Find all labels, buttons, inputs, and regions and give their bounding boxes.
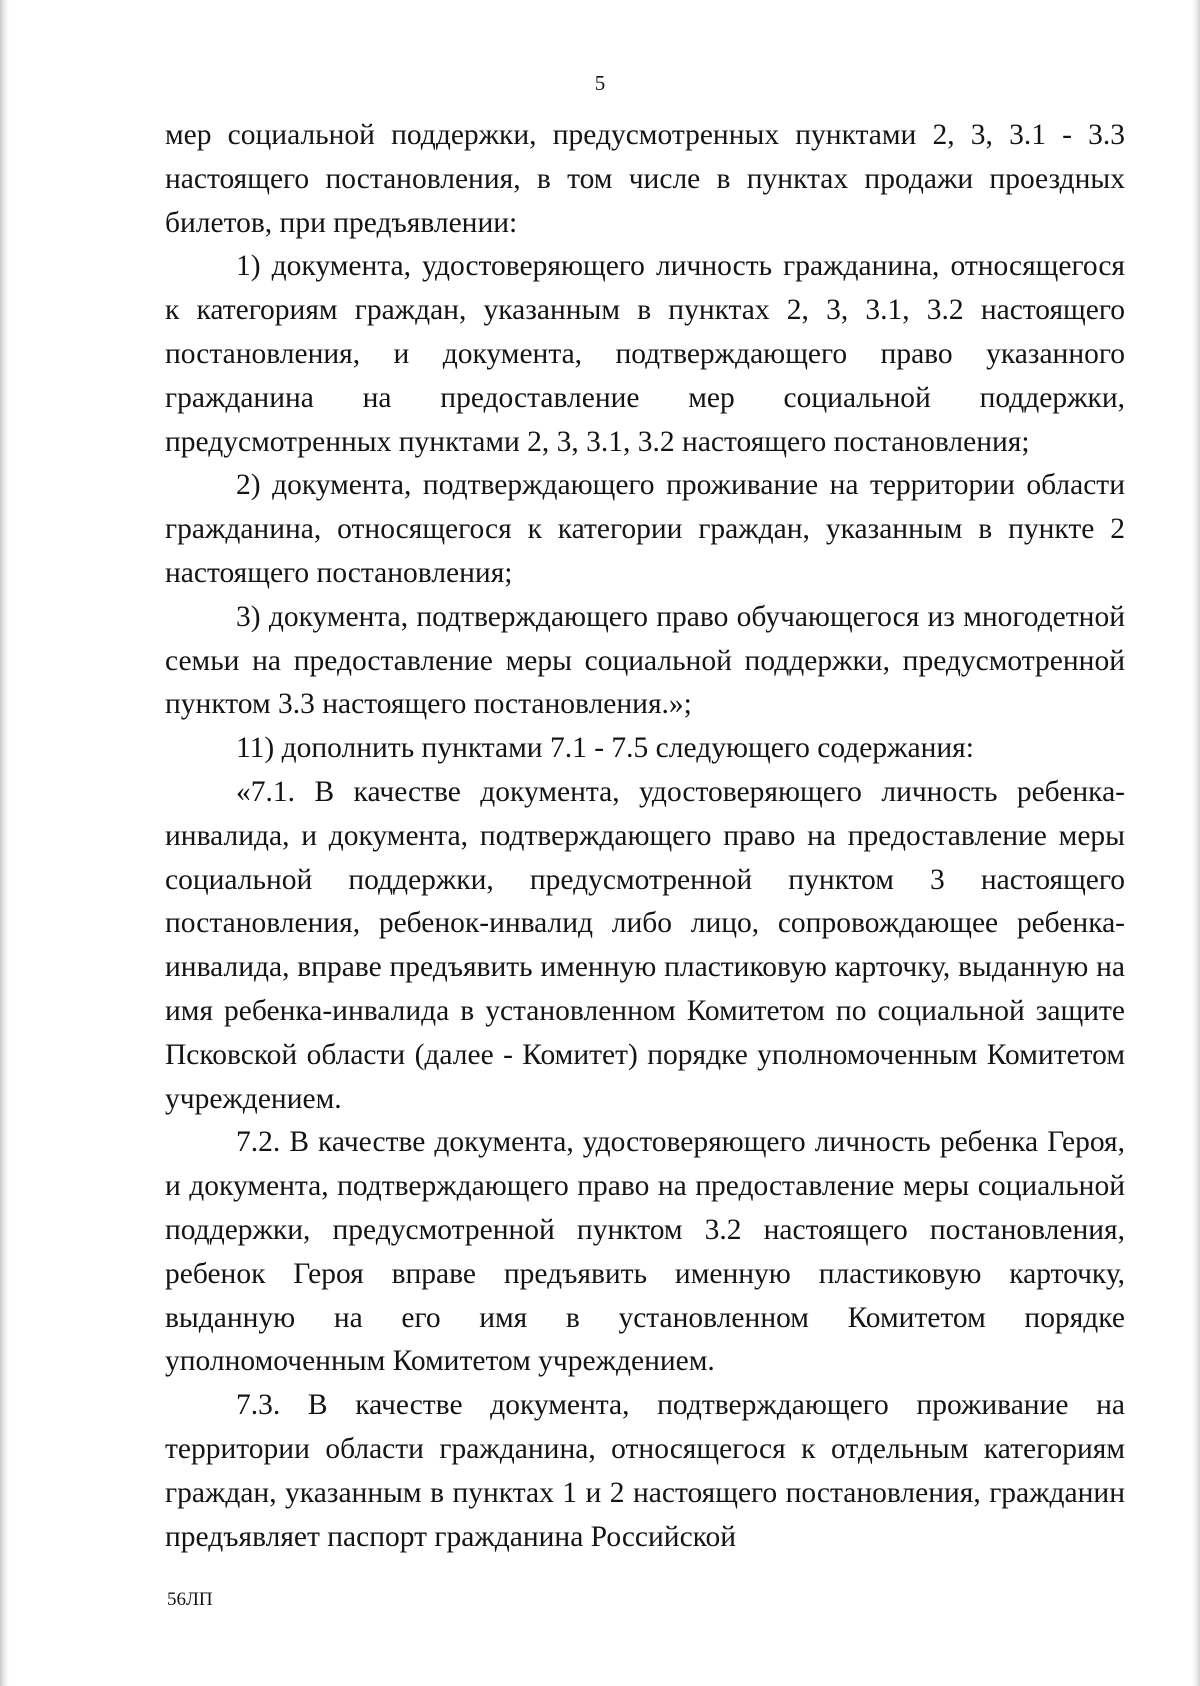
paragraph-amendment-11: 11) дополнить пунктами 7.1 - 7.5 следующего содержания:: [236, 732, 974, 765]
paragraph-clause-7-2: 7.2. В качестве документа, удостоверяющего личность ребенка Героя, и документа, подтверждающего право на предоставление меры социальной поддержки, предусмотренной пунктом 3.2 настоящего постановления, ребенок Героя вправе предъявить именную пластиковую карточку, выданную на его имя в установленном Комитетом порядке уполномоченным Комитетом учреждением.: [165, 1126, 1125, 1378]
paragraph-item-2: 2) документа, подтверждающего проживание на территории области гражданина, относящегося к категории граждан, указанным в пункте 2 настоящего постановления;: [165, 469, 1125, 589]
document-code: 56ЛП: [167, 1589, 213, 1610]
page-number: 5: [594, 71, 606, 95]
paragraph-continuation: мер социальной поддержки, предусмотренных пунктами 2, 3, 3.1 - 3.3 настоящего постановления, в том числе в пунктах продажи проездных билетов, при предъявлении:: [165, 119, 1125, 239]
scan-edge-right: [1192, 0, 1200, 1686]
document-body: [165, 114, 1125, 1559]
scan-edge-left: [0, 0, 9, 1686]
paragraph-clause-7-1: «7.1. В качестве документа, удостоверяющего личность ребенка-инвалида, и документа, подтверждающего право на предоставление меры социальной поддержки, предусмотренной пунктом 3 настоящего постановления, ребенок-инвалид либо лицо, сопровождающее ребенка-инвалида, вправе предъявить именную пластиковую карточку, выданную на имя ребенка-инвалида в установленном Комитетом по социальной защите Псковской области (далее - Комитет) порядке уполномоченным Комитетом учреждением.: [165, 775, 1125, 1115]
paragraph-clause-7-3: 7.3. В качестве документа, подтверждающего проживание на территории области гражданина, относящегося к отдельным категориям граждан, указанным в пунктах 1 и 2 настоящего постановления, гражданин предъявляет паспорт гражданина Российской: [165, 1389, 1125, 1553]
paragraph-item-1: 1) документа, удостоверяющего личность гражданина, относящегося к категориям граждан, указанным в пунктах 2, 3, 3.1, 3.2 настоящего постановления, и документа, подтверждающего право указанного гражданина на предоставление мер социальной поддержки, предусмотренных пунктами 2, 3, 3.1, 3.2 настоящего постановления;: [165, 250, 1125, 458]
paragraph-item-3: 3) документа, подтверждающего право обучающегося из многодетной семьи на предоставление меры социальной поддержки, предусмотренной пунктом 3.3 настоящего постановления.»;: [165, 600, 1125, 721]
